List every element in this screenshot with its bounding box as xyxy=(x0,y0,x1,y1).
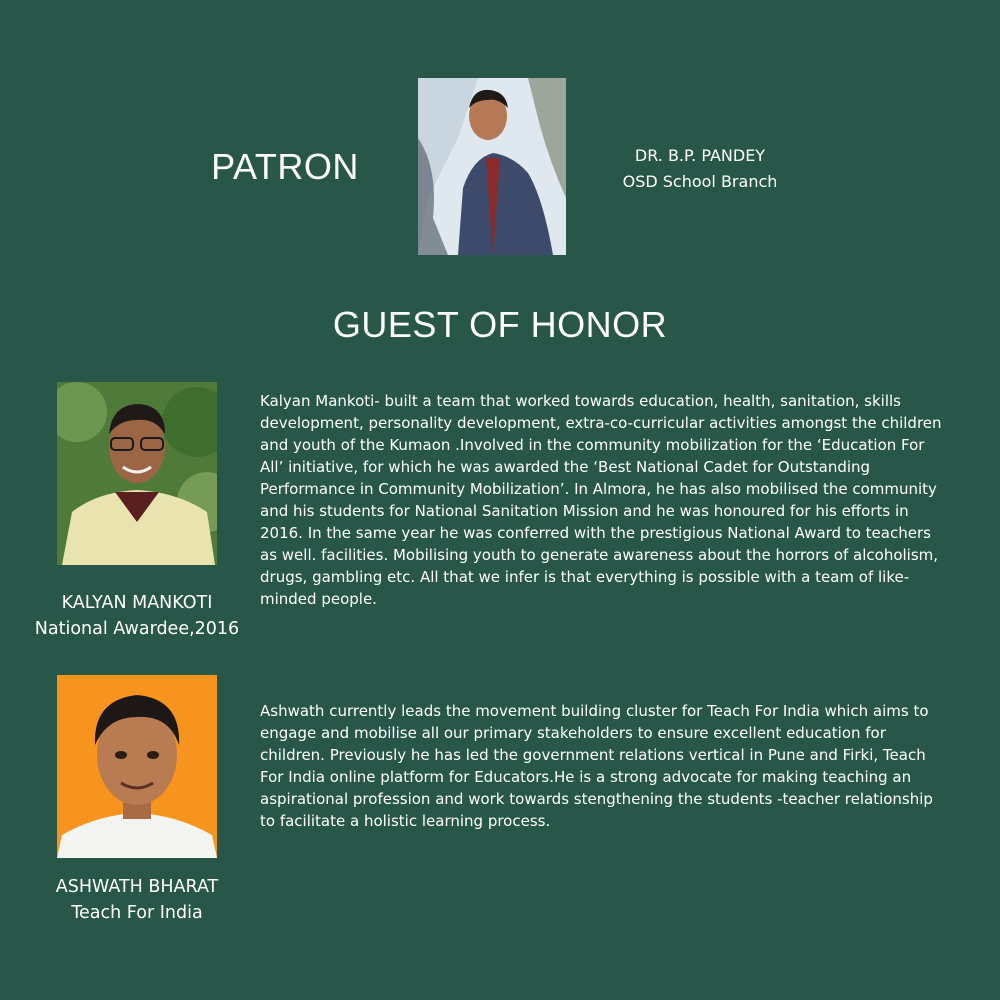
guest-1-title: National Awardee,2016 xyxy=(34,619,240,639)
guest-2-name: ASHWATH BHARAT xyxy=(55,877,219,897)
patron-info xyxy=(600,143,800,195)
guest-2-bio: Ashwath currently leads the movement building cluster for Teach For India which aims to engage and mobilise all our primary stakeholders to ensure excellent education for children. Previously he has led the government relations vertical in Pune and Firki, Teach For India online platform for Educators.He is a strong advocate for making teaching an aspirational profession and work towards stengthening the students -teacher relationship to facilitate a holistic learning process. xyxy=(260,702,933,830)
patron-label: PATRON xyxy=(211,146,359,187)
patron-name: DR. B.P. PANDEY xyxy=(634,146,766,165)
guest-2-caption xyxy=(17,874,257,926)
guest-2-photo xyxy=(57,675,217,858)
guest-2-title: Teach For India xyxy=(71,903,203,923)
guest-1-bio: Kalyan Mankoti- built a team that worked towards education, health, sanitation, skills development, personality development, extra-co-curricular activities amongst the children and youth of the Kumaon .Involved in the community mobilization for the ‘Education For All’ initiative, for which he was awarded the ‘Best National Cadet for Outstanding Performance in Community Mobilization’. In Almora, he has also mobilised the community and his students for National Sanitation Mission and he was honoured for his efforts in 2016. In the same year he was conferred with the prestigious National Award to teachers as well. facilities. Mobilising youth to generate awareness about the horrors of alcoholism, drugs, gambling etc. All that we infer is that everything is possible with a team of like-minded people. xyxy=(260,392,942,608)
patron-role: OSD School Branch xyxy=(622,172,778,191)
guest-1-name: KALYAN MANKOTI xyxy=(61,593,213,613)
patron-photo xyxy=(418,78,566,255)
guest-1-photo xyxy=(57,382,217,565)
guest-1-caption xyxy=(17,590,257,642)
guest-section-heading: GUEST OF HONOR xyxy=(332,304,668,345)
